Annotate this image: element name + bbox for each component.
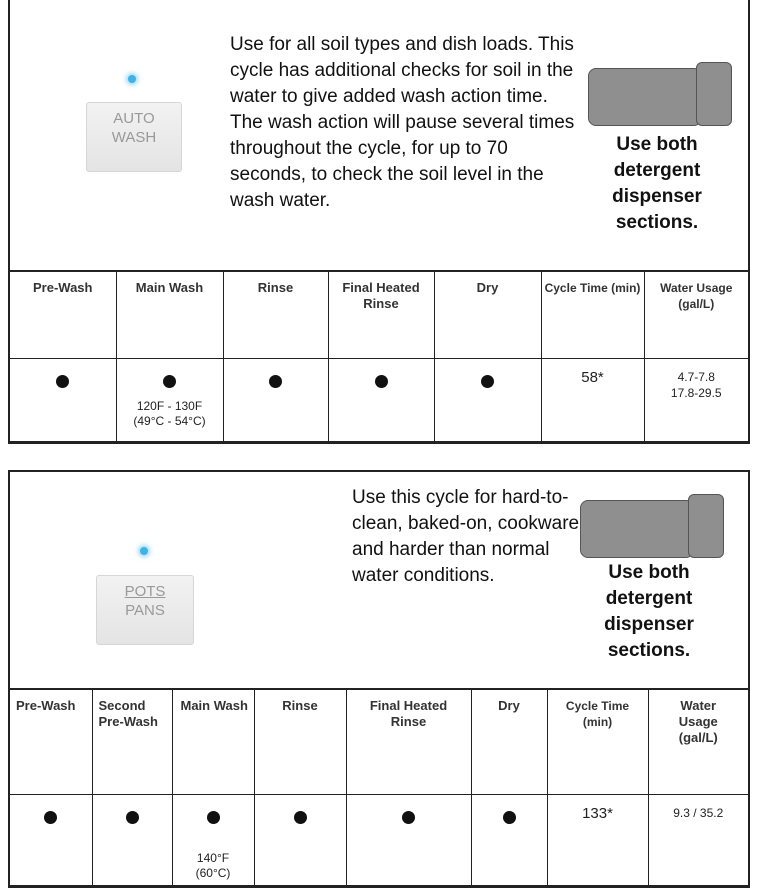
water-usage-cell — [648, 794, 748, 886]
pots-pans-cycle-panel — [8, 470, 750, 888]
dry-cell — [471, 794, 547, 886]
cycle-time-value: 133* — [582, 804, 613, 822]
pots-pans-button-line2: PANS — [125, 602, 165, 619]
pots-pans-indicator-light — [140, 547, 148, 555]
final-heated-rinse-cell — [328, 358, 434, 441]
cycle-time-cell — [547, 794, 648, 886]
included-dot — [402, 811, 415, 824]
header-final-heated-rinse: Final Heated Rinse — [346, 690, 471, 794]
header-rinse: Rinse — [254, 690, 346, 794]
included-dot — [294, 811, 307, 824]
detergent-note — [584, 132, 730, 236]
header-cycle-time: Cycle Time (min) — [547, 690, 648, 794]
auto-wash-description: Use for all soil types and dish loads. This cycle has additional checks for soil in the water to give added wash action time. The wash action will pause several times throughout the cycle, for up to 70 seconds, to check the soil level in the wash water. — [230, 34, 575, 211]
header-second-pre-wash: Second Pre-Wash — [92, 690, 172, 794]
auto-wash-cycle-panel — [8, 0, 750, 444]
main-wash-cell — [172, 794, 254, 886]
table-header-row — [10, 272, 748, 358]
header-pre-wash: Pre-Wash — [10, 272, 116, 358]
final-heated-rinse-cell — [346, 794, 471, 886]
water-usage-liters: 17.8-29.5 — [670, 385, 722, 400]
header-main-wash: Main Wash — [172, 690, 254, 794]
water-usage-gal-liters: 9.3 / 35.2 — [673, 805, 724, 820]
header-final-heated-rinse: Final Heated Rinse — [328, 272, 434, 358]
main-wash-temp-f: 120F - 130F — [136, 398, 203, 413]
second-pre-wash-cell — [92, 794, 172, 886]
pots-pans-description: Use this cycle for hard-to-clean, baked-on, cookware and harder than normal water conditions. — [352, 487, 580, 586]
detergent-note-line4: sections. — [607, 640, 691, 661]
header-water-usage: Water Usage (gal/L) — [648, 690, 748, 794]
header-pre-wash: Pre-Wash — [10, 690, 92, 794]
included-dot — [56, 375, 69, 388]
detergent-note-line1: Use both — [608, 562, 690, 583]
detergent-note-line1: Use both — [616, 134, 698, 155]
main-wash-temp-c: (49°C - 54°C) — [133, 413, 206, 428]
table-header-row — [10, 690, 748, 794]
main-wash-temp — [173, 851, 254, 881]
main-wash-cell — [116, 358, 223, 441]
pots-pans-cycle-table — [10, 690, 748, 886]
auto-wash-indicator-light — [128, 75, 136, 83]
detergent-note-line2: detergent — [605, 588, 693, 609]
table-row — [10, 794, 748, 886]
header-dry: Dry — [471, 690, 547, 794]
detergent-note-line3: dispenser — [612, 186, 702, 207]
main-wash-temp — [117, 399, 223, 429]
included-dot — [207, 811, 220, 824]
dry-cell — [434, 358, 541, 441]
pots-pans-button-line1: POTS — [124, 583, 166, 600]
rinse-cell — [254, 794, 346, 886]
auto-wash-cycle-table — [10, 272, 748, 441]
header-water-usage: Water Usage (gal/L) — [644, 272, 748, 358]
included-dot — [269, 375, 282, 388]
main-wash-temp-f: 140°F — [196, 850, 230, 865]
included-dot — [503, 811, 516, 824]
water-usage-value — [649, 805, 749, 821]
pre-wash-cell — [10, 358, 116, 441]
cycle-time-value: 58* — [581, 368, 604, 386]
rinse-cell — [223, 358, 328, 441]
header-rinse: Rinse — [223, 272, 328, 358]
pre-wash-cell — [10, 794, 92, 886]
pots-pans-button[interactable] — [96, 575, 194, 645]
table-row — [10, 358, 748, 441]
main-wash-temp-c: (60°C) — [195, 865, 231, 880]
included-dot — [126, 811, 139, 824]
header-cycle-time: Cycle Time (min) — [541, 272, 644, 358]
included-dot — [481, 375, 494, 388]
included-dot — [44, 811, 57, 824]
detergent-note-line3: dispenser — [604, 614, 694, 635]
auto-wash-header — [10, 0, 748, 272]
water-usage-cell — [644, 358, 748, 441]
auto-wash-button-line1: AUTO — [113, 110, 155, 127]
included-dot — [163, 375, 176, 388]
detergent-note — [576, 560, 722, 664]
water-usage-value — [645, 369, 749, 401]
detergent-note-line4: sections. — [615, 212, 699, 233]
cycle-time-cell — [541, 358, 644, 441]
included-dot — [375, 375, 388, 388]
detergent-note-line2: detergent — [613, 160, 701, 181]
pots-pans-header — [10, 472, 748, 690]
auto-wash-button-line2: WASH — [111, 129, 157, 146]
header-main-wash: Main Wash — [116, 272, 223, 358]
header-dry: Dry — [434, 272, 541, 358]
auto-wash-button[interactable] — [86, 102, 182, 172]
water-usage-gal: 4.7-7.8 — [677, 369, 715, 384]
